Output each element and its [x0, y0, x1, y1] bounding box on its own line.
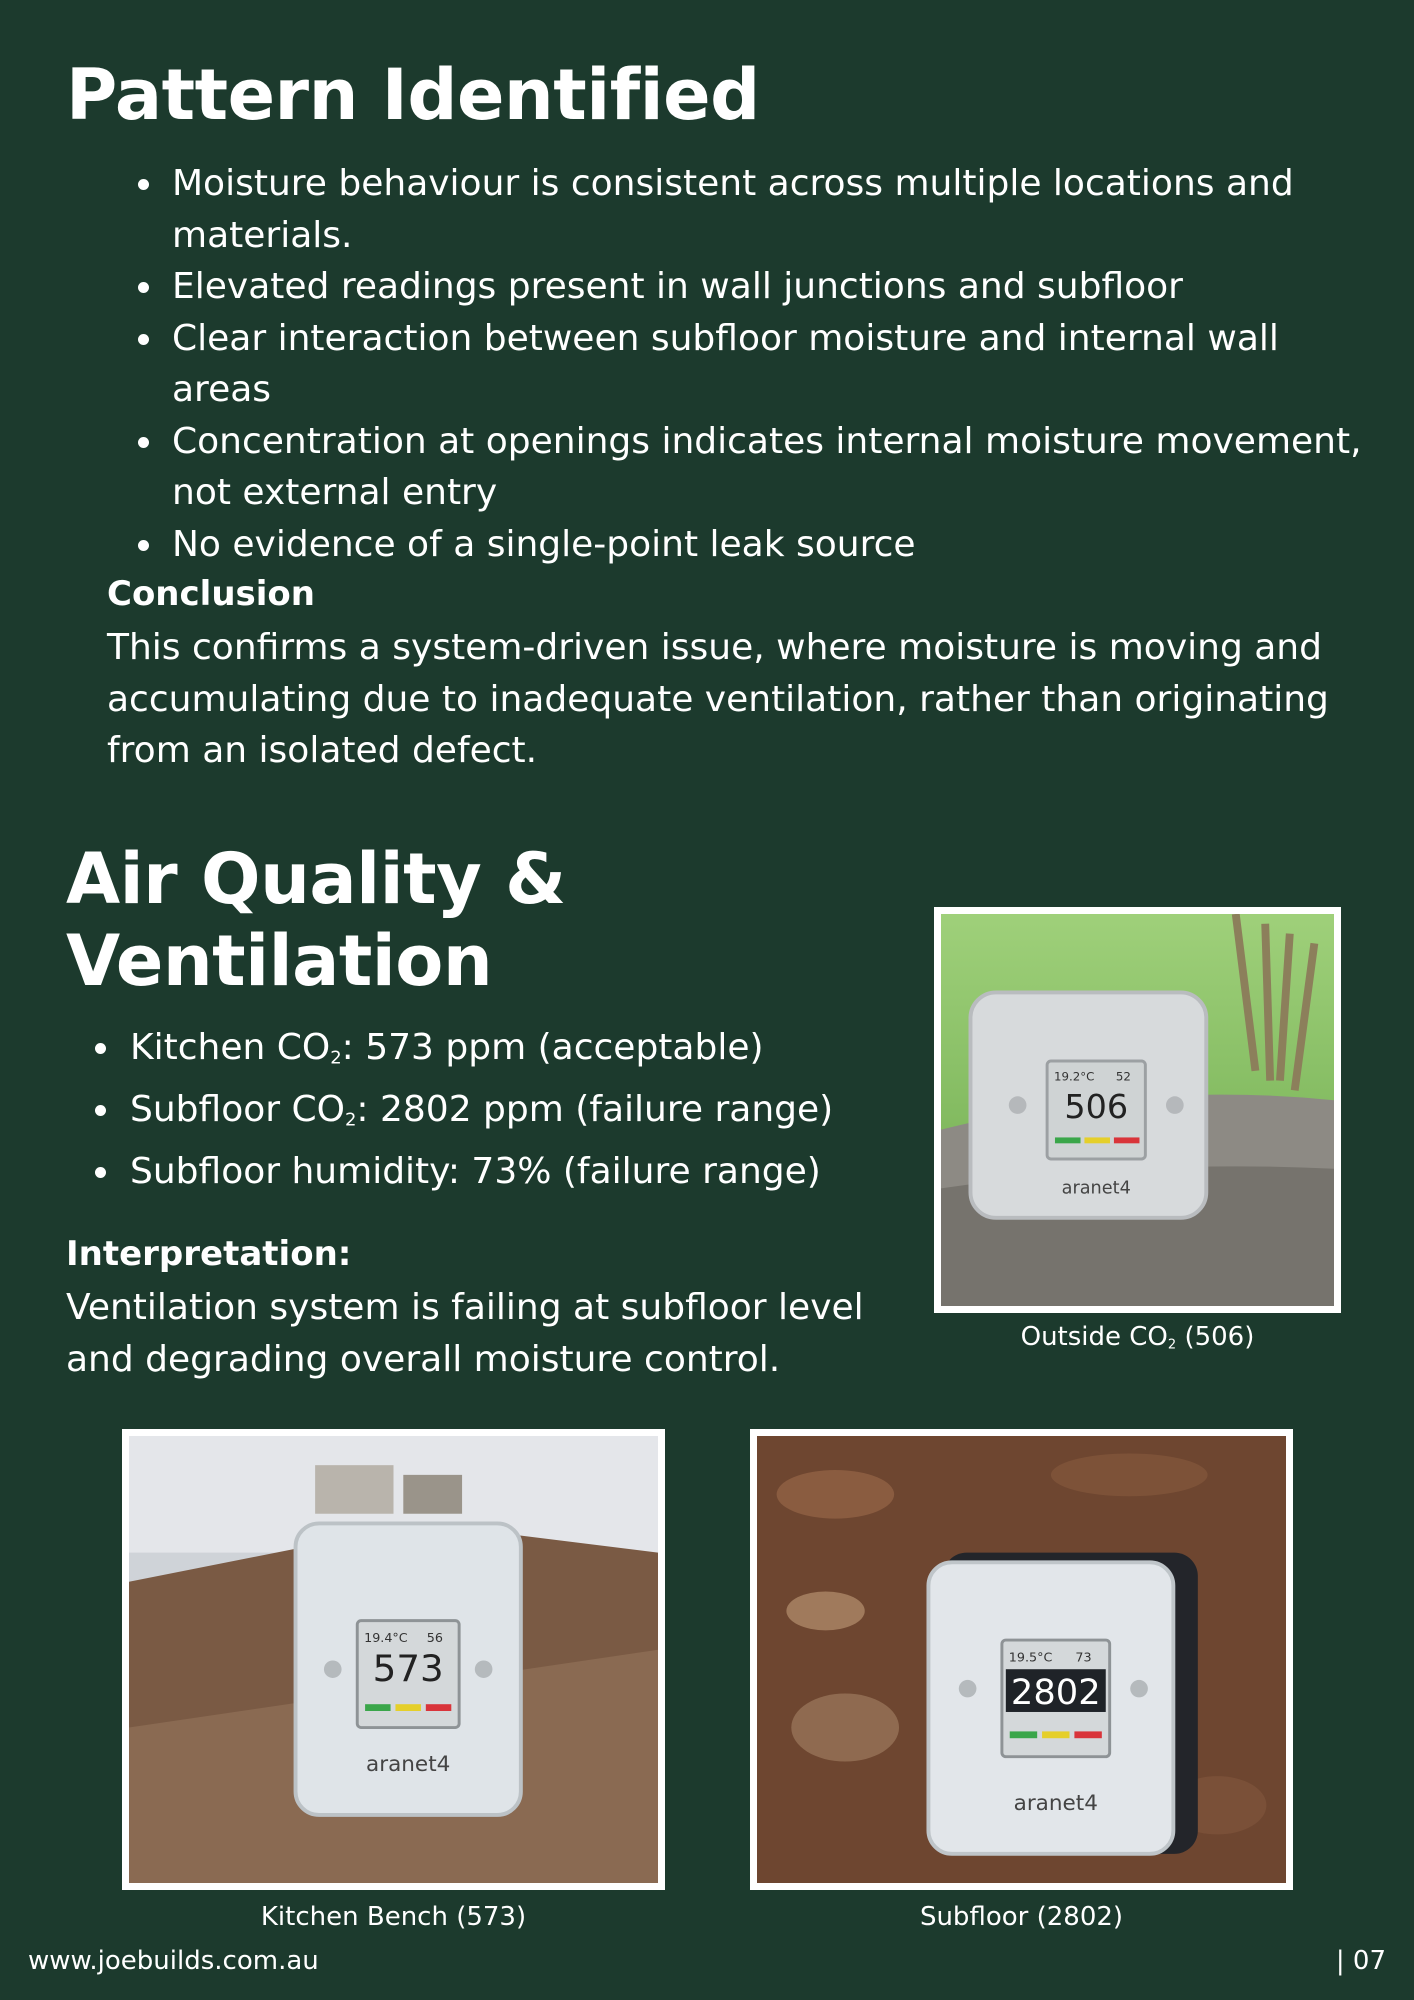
- bullet-icon: [138, 179, 149, 190]
- list-item: Elevated readings present in wall junctions and subfloor: [172, 261, 1382, 313]
- interpretation-heading: Interpretation:: [66, 1234, 352, 1274]
- list-item: Subfloor $CO_2$: 2802 ppm (failure range): [130, 1084, 910, 1146]
- air-quality-title: [66, 838, 566, 1002]
- air-quality-title-line1: Air Quality &: [66, 838, 566, 920]
- kitchen-brand-logo: aranet4: [366, 1752, 451, 1778]
- outside-brand-logo: aranet4: [1061, 1178, 1131, 1199]
- footer-page-number: | 07: [1335, 1946, 1386, 1976]
- air-bullet-list: [130, 1022, 910, 1198]
- outside-screen-temp: 19.2°C: [1053, 1069, 1095, 1084]
- subfloor-photo: [750, 1429, 1293, 1890]
- footer-website: www.joebuilds.com.au: [28, 1946, 319, 1976]
- list-item: Subfloor humidity: 73% (failure range): [130, 1146, 910, 1198]
- kitchen-bench-photo: [122, 1429, 665, 1890]
- outside-screen-humidity: 52: [1115, 1069, 1131, 1084]
- subfloor-brand-logo: aranet4: [1013, 1791, 1098, 1817]
- subfloor-screen-temp: 19.5°C: [1008, 1649, 1053, 1665]
- list-item: Clear interaction between subfloor moisture and internal wall areas: [172, 313, 1382, 416]
- outside-co2-photo: [934, 907, 1341, 1313]
- subfloor-screen-humidity: 73: [1075, 1649, 1092, 1665]
- bullet-icon: [138, 282, 149, 293]
- list-item: Kitchen $CO_2$: 573 ppm (acceptable): [130, 1022, 910, 1084]
- outside-screen-value: 506: [1064, 1086, 1129, 1126]
- list-item: Concentration at openings indicates internal moisture movement, not external entry: [172, 416, 1382, 519]
- bullet-icon: [95, 1105, 106, 1116]
- pattern-title: Pattern Identified: [66, 54, 760, 136]
- kitchen-screen-temp: 19.4°C: [364, 1630, 408, 1645]
- kitchen-screen-humidity: 56: [426, 1630, 443, 1645]
- air-quality-title-line2: Ventilation: [66, 920, 493, 1002]
- conclusion-text: This confirms a system-driven issue, where moisture is moving and accumulating due to inadequate ventilation, rather than originating from an isolated defect.: [107, 627, 1329, 771]
- list-item: No evidence of a single-point leak source: [172, 519, 1382, 571]
- outside-co2-caption: Outside $CO_2$ (506): [1020, 1322, 1255, 1353]
- kitchen-screen-value: 573: [372, 1647, 444, 1690]
- subfloor-screen-value: 2802: [1010, 1672, 1101, 1714]
- bullet-icon: [138, 334, 149, 345]
- list-item: Moisture behaviour is consistent across multiple locations and materials.: [172, 158, 1382, 261]
- interpretation-text: Ventilation system is failing at subfloor level and degrading overall moisture control.: [66, 1287, 864, 1380]
- pattern-bullet-list: [172, 158, 1382, 570]
- bullet-icon: [138, 437, 149, 448]
- bullet-icon: [138, 540, 149, 551]
- bullet-icon: [95, 1167, 106, 1178]
- subfloor-caption: Subfloor (2802): [919, 1902, 1124, 1932]
- kitchen-bench-caption: Kitchen Bench (573): [260, 1902, 527, 1932]
- bullet-icon: [95, 1043, 106, 1054]
- conclusion-heading: Conclusion: [107, 574, 315, 614]
